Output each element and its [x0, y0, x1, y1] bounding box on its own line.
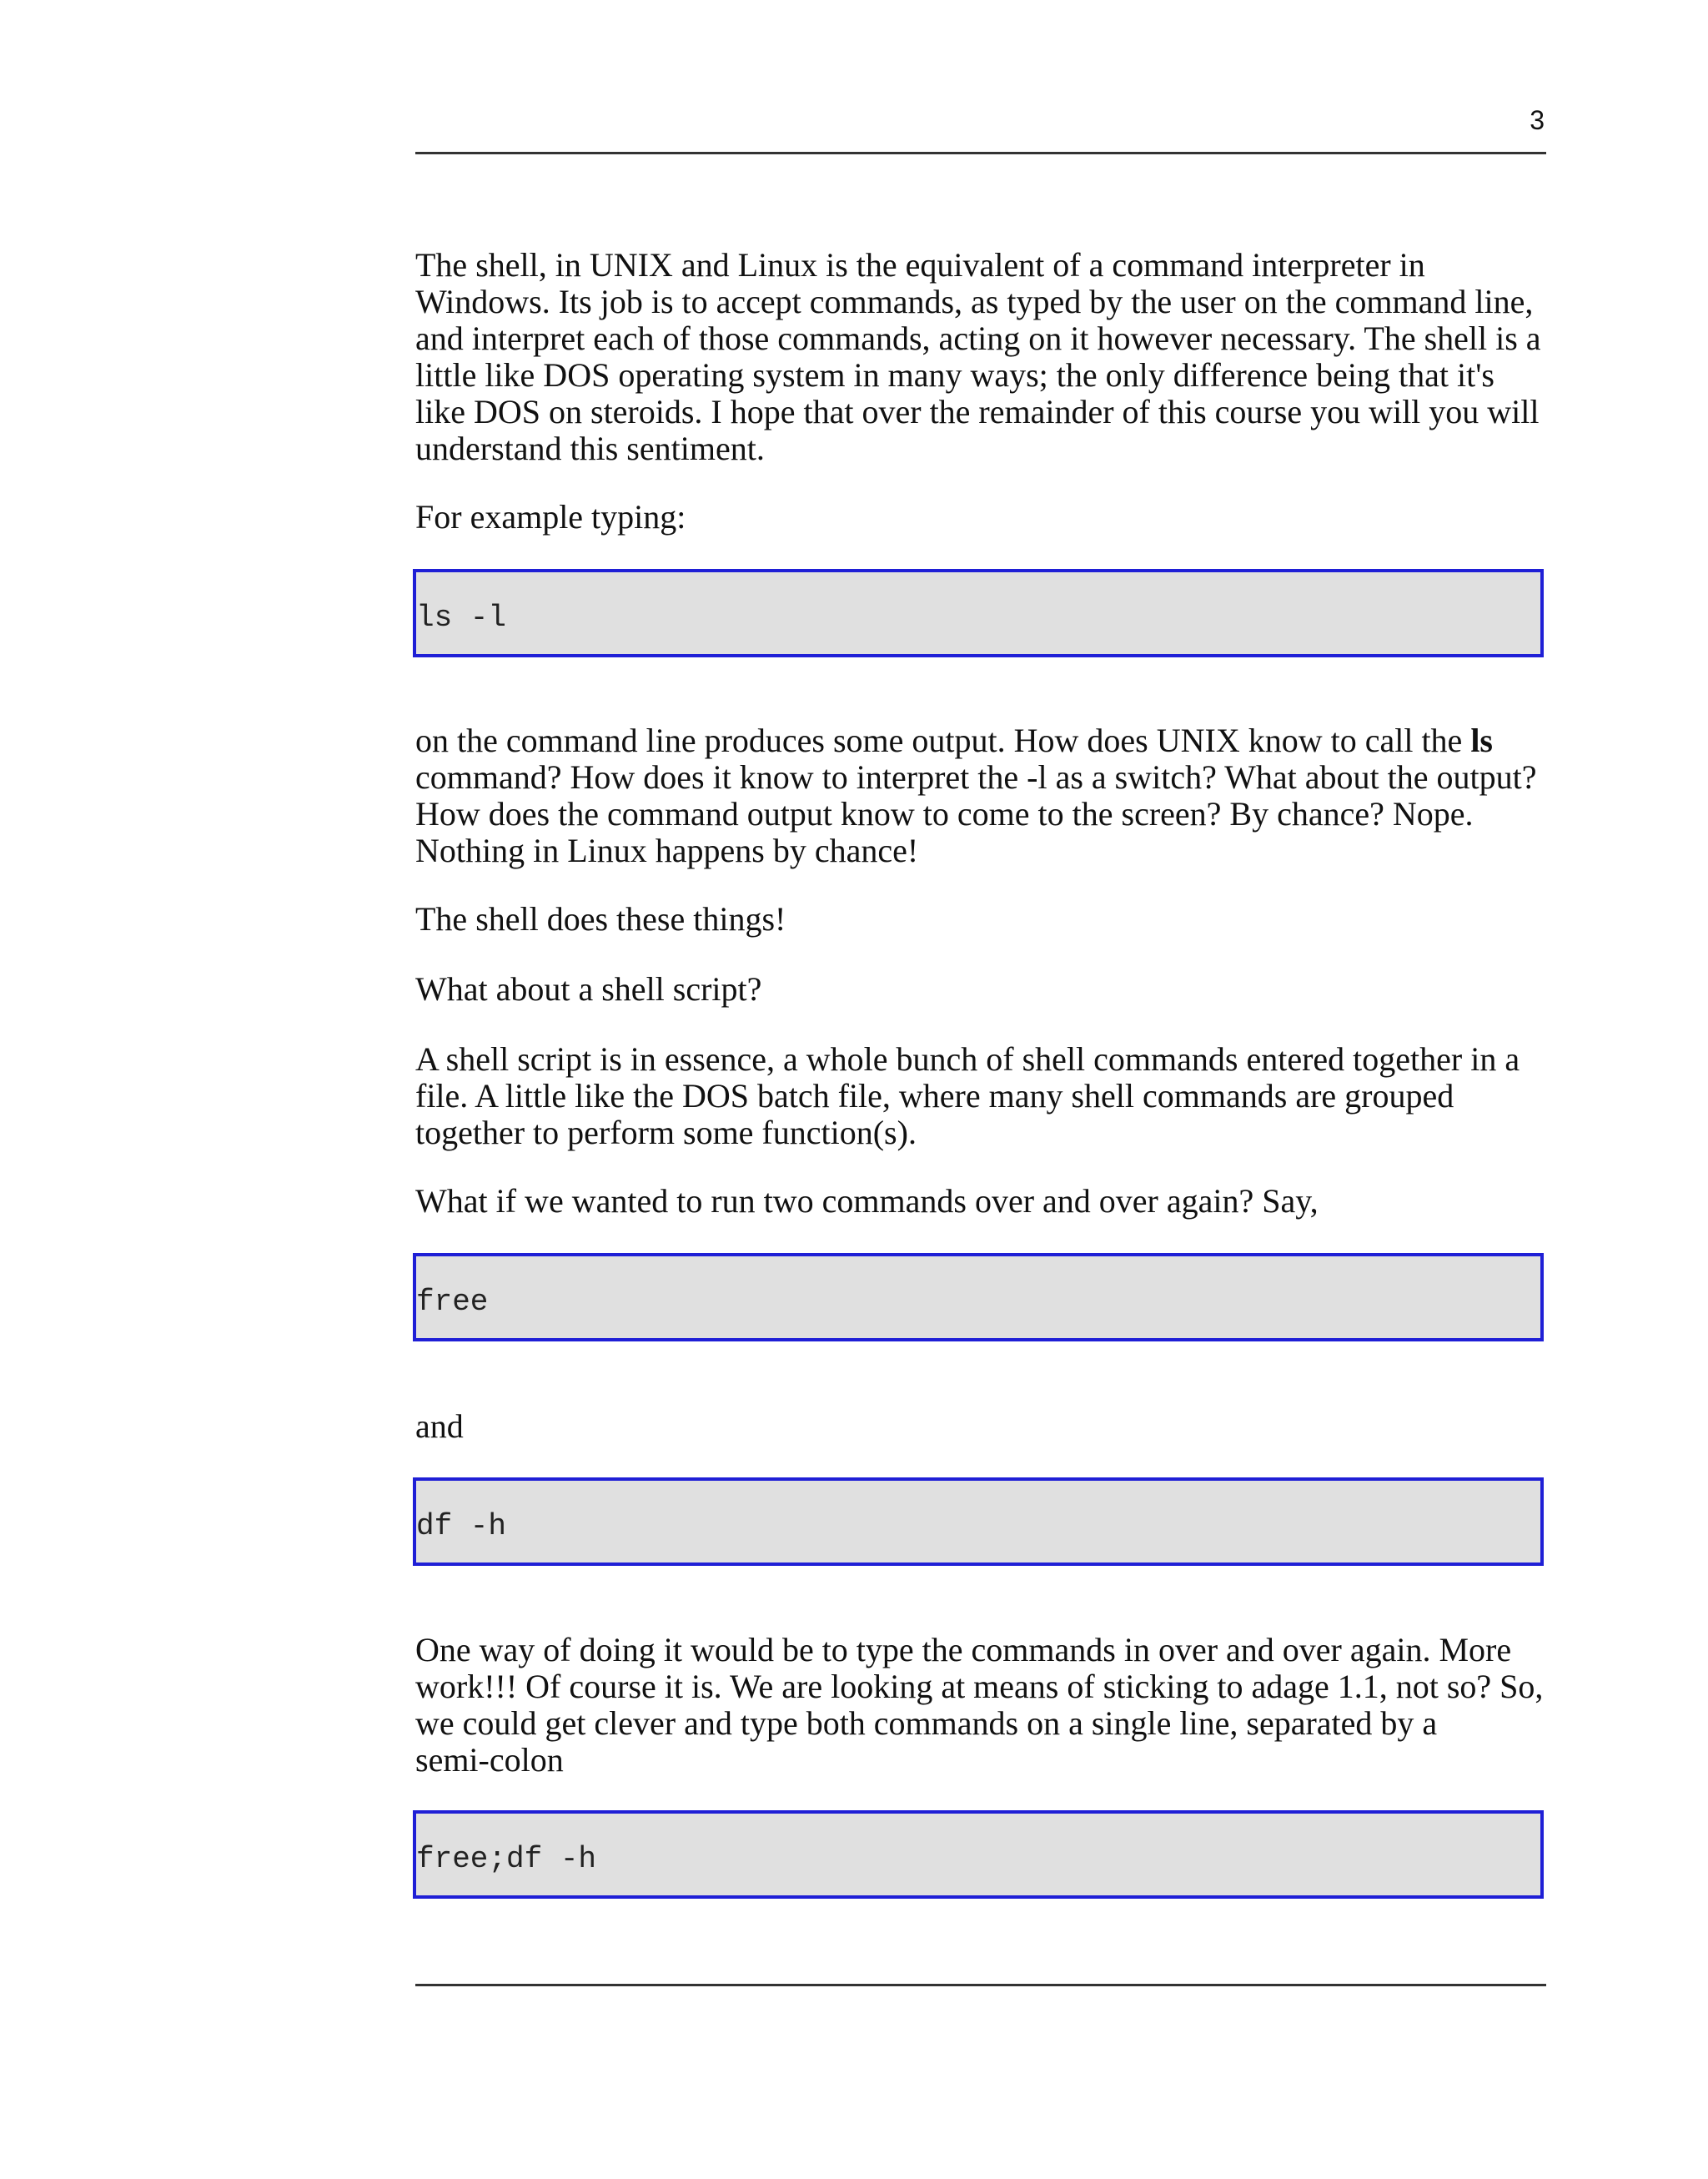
text-span: command? How does it know to interpret the -l as a switch? What about the output? How does the command output know to come to the screen? By chance? Nope. Nothing in Linux happens by chance! [415, 758, 1537, 869]
intro-paragraph: The shell, in UNIX and Linux is the equivalent of a command interpreter in Windows. Its job is to accept commands, as typed by the user on the command line, and interpret each of those commands, acting on it however necessary. The shell is a little like DOS operating system in many ways; the only difference being that it's like DOS on steroids. I hope that over the remainder of this course you will you will understand this sentiment. [415, 246, 1541, 467]
shell-script-paragraph: A shell script is in essence, a whole bunch of shell commands entered together in a file. A little like the DOS batch file, where many shell commands are grouped together to perform some function(s). [415, 1040, 1520, 1151]
code-text: free [416, 1285, 489, 1319]
page-header [415, 100, 1546, 154]
ls-command-bold: ls [1470, 722, 1493, 759]
and-paragraph: and [415, 1407, 464, 1445]
footer-rule [415, 1984, 1546, 1986]
code-text: ls -l [416, 601, 507, 635]
two-commands-paragraph: What if we wanted to run two commands over and over again? Say, [415, 1182, 1319, 1220]
ls-explanation-paragraph [415, 722, 1550, 869]
shell-does-paragraph: The shell does these things! [415, 900, 786, 938]
example-paragraph: For example typing: [415, 498, 686, 536]
code-block-combined [413, 1810, 1544, 1899]
shell-script-question: What about a shell script? [415, 970, 762, 1008]
one-way-paragraph: One way of doing it would be to type the commands in over and over again. More work!!! Of course it is. We are looking at means of sticking to adage 1.1, not so? So, we could get clever and type both commands on a single line, separated by a semi-colon [415, 1631, 1544, 1779]
code-block-free [413, 1253, 1544, 1341]
code-text: free;df -h [416, 1842, 597, 1876]
code-text: df -h [416, 1509, 507, 1543]
page-number: 3 [1530, 105, 1545, 135]
code-block-ls [413, 569, 1544, 657]
text-span: on the command line produces some output. How does UNIX know to call the [415, 722, 1471, 759]
code-block-df [413, 1477, 1544, 1566]
